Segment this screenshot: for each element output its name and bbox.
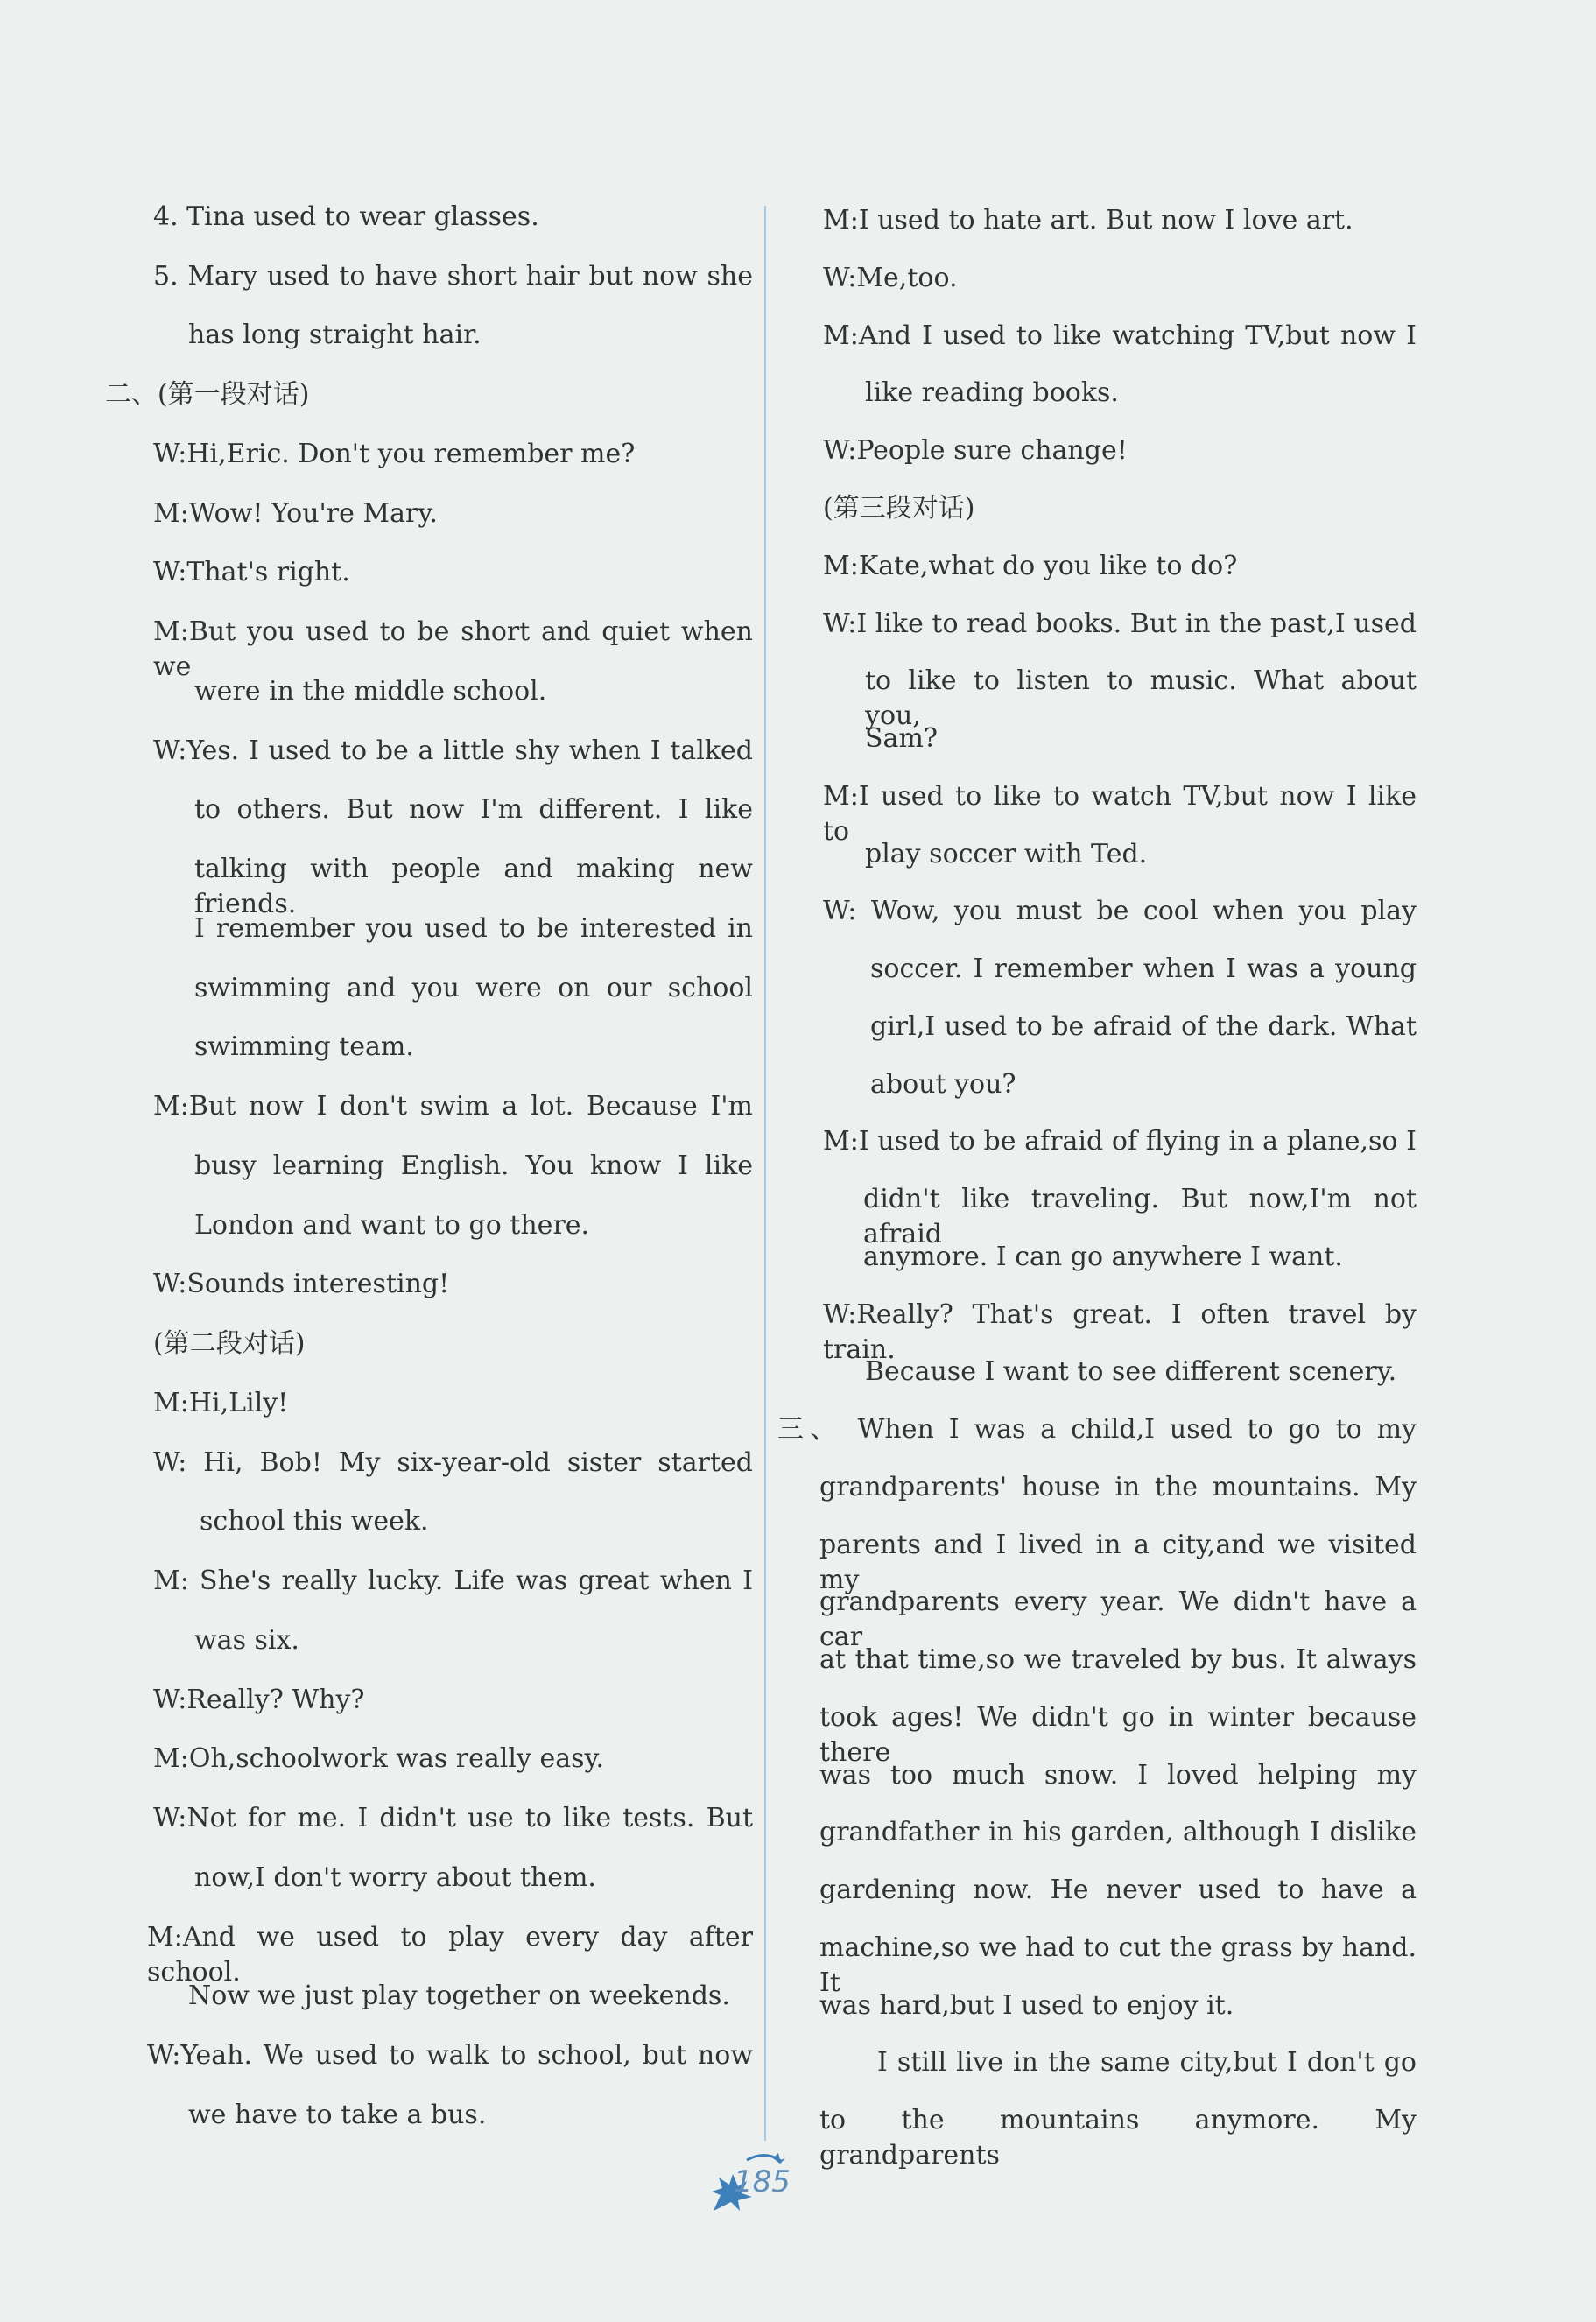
text-line: anymore. I can go anywhere I want. [863, 1242, 1343, 1272]
text-line: (第三段对话) [823, 493, 975, 524]
text-line: talking with people and making new friends. [194, 854, 753, 919]
text-line: didn't like traveling. But now,I'm not afraid [863, 1184, 1417, 1249]
text-line: 三、 When I was a child,I used to go to my [777, 1414, 1417, 1445]
text-line: about you? [870, 1069, 1016, 1100]
text-line: 5. Mary used to have short hair but now she [153, 261, 753, 292]
text-line: W:Yeah. We used to walk to school, but now [147, 2040, 753, 2071]
text-line: M:Kate,what do you like to do? [823, 551, 1238, 581]
text-line: busy learning English. You know I like [194, 1150, 753, 1181]
text-line: W:People sure change! [823, 435, 1128, 466]
text-line: W:I like to read books. But in the past,I used [823, 609, 1417, 639]
text-line: like reading books. [865, 377, 1119, 408]
text-line: W:Hi,Eric. Don't you remember me? [153, 439, 636, 469]
text-line: M:Oh,schoolwork was really easy. [153, 1743, 604, 1774]
text-line: M:Hi,Lily! [153, 1388, 289, 1418]
text-line: to the mountains anymore. My grandparents [819, 2105, 1417, 2171]
text-line: play soccer with Ted. [865, 839, 1148, 869]
text-line: (第二段对话) [153, 1328, 306, 1359]
text-line: has long straight hair. [188, 320, 482, 350]
text-line: parents and I lived in a city,and we visited my [819, 1530, 1417, 1595]
text-line: machine,so we had to cut the grass by hand. It [819, 1932, 1417, 1998]
text-line: I remember you used to be interested in [194, 913, 753, 944]
text-line: M:And I used to like watching TV,but now I [823, 320, 1417, 351]
text-line: W: Hi, Bob! My six-year-old sister started [153, 1447, 753, 1478]
text-line: W:Me,too. [823, 263, 958, 293]
text-line: 4. Tina used to wear glasses. [153, 201, 539, 232]
text-line: M: She's really lucky. Life was great when I [153, 1566, 753, 1596]
text-line: W: Wow, you must be cool when you play [823, 896, 1417, 926]
text-line: to others. But now I'm different. I like [194, 794, 753, 825]
text-line: Sam? [865, 723, 938, 754]
text-line: Because I want to see different scenery. [865, 1356, 1397, 1387]
text-line: M:And we used to play every day after school. [147, 1922, 753, 1988]
text-line: now,I don't worry about them. [194, 1862, 596, 1893]
text-line: we have to take a bus. [188, 2100, 487, 2130]
text-line: M:I used to like to watch TV,but now I like to [823, 781, 1417, 847]
text-line: W:Not for me. I didn't use to like tests. But [153, 1803, 753, 1833]
page-number: 185 [734, 2164, 791, 2199]
text-line: soccer. I remember when I was a young [870, 953, 1417, 984]
text-line: I still live in the same city,but I don't go [877, 2047, 1417, 2078]
text-line: girl,I used to be afraid of the dark. What [870, 1011, 1417, 1042]
text-line: M:I used to be afraid of flying in a plane,so I [823, 1126, 1417, 1157]
text-line: was too much snow. I loved helping my [819, 1760, 1417, 1791]
text-line: gardening now. He never used to have a [819, 1875, 1417, 1905]
text-line: W:Yes. I used to be a little shy when I talked [153, 735, 753, 766]
text-line: swimming and you were on our school [194, 973, 753, 1003]
text-line: Now we just play together on weekends. [188, 1981, 730, 2011]
text-line: W:Sounds interesting! [153, 1269, 450, 1299]
column-divider [764, 206, 766, 2141]
text-line: M:Wow! You're Mary. [153, 498, 438, 529]
text-line: was six. [194, 1625, 299, 1656]
text-line: 二、(第一段对话) [105, 379, 310, 410]
text-line: grandparents' house in the mountains. My [819, 1472, 1417, 1502]
text-line: took ages! We didn't go in winter because there [819, 1702, 1417, 1768]
text-line: M:But you used to be short and quiet when we [153, 616, 753, 682]
text-line: M:But now I don't swim a lot. Because I'm [153, 1091, 753, 1122]
text-line: M:I used to hate art. But now I love art. [823, 205, 1353, 236]
text-line: was hard,but I used to enjoy it. [819, 1990, 1234, 2021]
text-line: grandparents every year. We didn't have a car [819, 1587, 1417, 1652]
text-line: W:Really? Why? [153, 1685, 365, 1715]
text-line: school this week. [200, 1506, 429, 1537]
text-line: W:Really? That's great. I often travel by train. [823, 1299, 1417, 1365]
text-line: London and want to go there. [194, 1210, 590, 1241]
text-line: grandfather in his garden, although I dislike [819, 1817, 1417, 1847]
text-line: W:That's right. [153, 557, 350, 588]
text-line: swimming team. [194, 1031, 414, 1062]
text-line: at that time,so we traveled by bus. It always [819, 1644, 1417, 1675]
text-line: were in the middle school. [194, 676, 547, 707]
text-line: to like to listen to music. What about you, [865, 665, 1417, 731]
